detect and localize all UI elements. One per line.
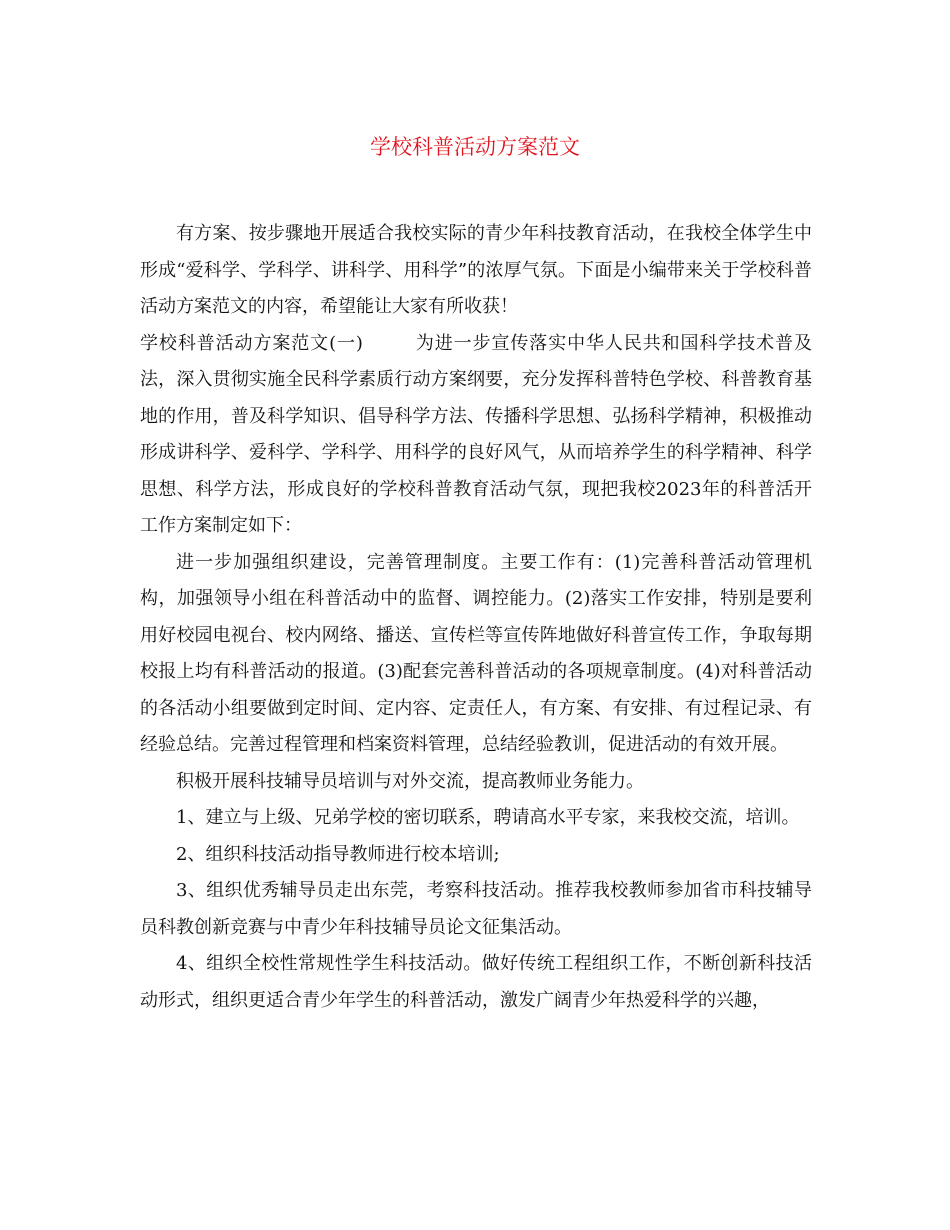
document-body: [140, 216, 812, 1019]
section-heading: 学校科普活动方案范文(一): [140, 332, 363, 354]
body-paragraph-2: 积极开展科技辅导员培训与对外交流，提高教师业务能力。: [176, 770, 644, 792]
body-paragraph-1: 进一步加强组织建设，完善管理制度。主要工作有：(1)完善科普活动管理机构，加强领导小组在科普活动中的监督、调控能力。(2)落实工作安排，特别是要利用好校园电视台、校内网络、播送、宣传栏等宣传阵地做好科普宣传工作，争取每期校报上均有科普活动的报道。(3)配套完善科普活动的各项规章制度。(4)对科普活动的各活动小组要做到定时间、定内容、定责任人，有方案、有安排、有过程记录、有经验总结。完善过程管理和档案资料管理，总结经验教训，促进活动的有效开展。: [140, 551, 812, 755]
section-text: 为进一步宣传落实中华人民共和国科学技术普及法，深入贯彻实施全民科学素质行动方案纲要，充分发挥科普特色学校、科普教育基地的作用，普及科学知识、倡导科学方法、传播科学思想、弘扬科学精神，积极推动形成讲科学、爱科学、学科学、用科学的良好风气，从而培养学生的科学精神、科学思想、科学方法，形成良好的学校科普教育活动气氛，现把我校2023年的科普活开工作方案制定如下：: [140, 332, 812, 536]
body-paragraph-3: 1、建立与上级、兄弟学校的密切联系，聘请高水平专家，来我校交流，培训。: [176, 807, 800, 828]
body-paragraph-5: 3、组织优秀辅导员走出东莞，考察科技活动。推荐我校教师参加省市科技辅导员科教创新竞赛与中青少年科技辅导员论文征集活动。: [140, 880, 812, 938]
section-paragraph: [140, 326, 812, 545]
body-paragraph-6: 4、组织全校性常规性学生科技活动。做好传统工程组织工作，不断创新科技活动形式，组织更适合青少年学生的科普活动，激发广阔青少年热爱科学的兴趣，: [140, 953, 812, 1011]
intro-paragraph: 有方案、按步骤地开展适合我校实际的青少年科技教育活动，在我校全体学生中形成“爱科学、学科学、讲科学、用科学”的浓厚气氛。下面是小编带来关于学校科普活动方案范文的内容，希望能让大家有所收获！: [140, 223, 812, 317]
document-title: 学校科普活动方案范文: [370, 135, 580, 159]
body-paragraph-4: 2、组织科技活动指导教师进行校本培训;: [176, 843, 500, 865]
